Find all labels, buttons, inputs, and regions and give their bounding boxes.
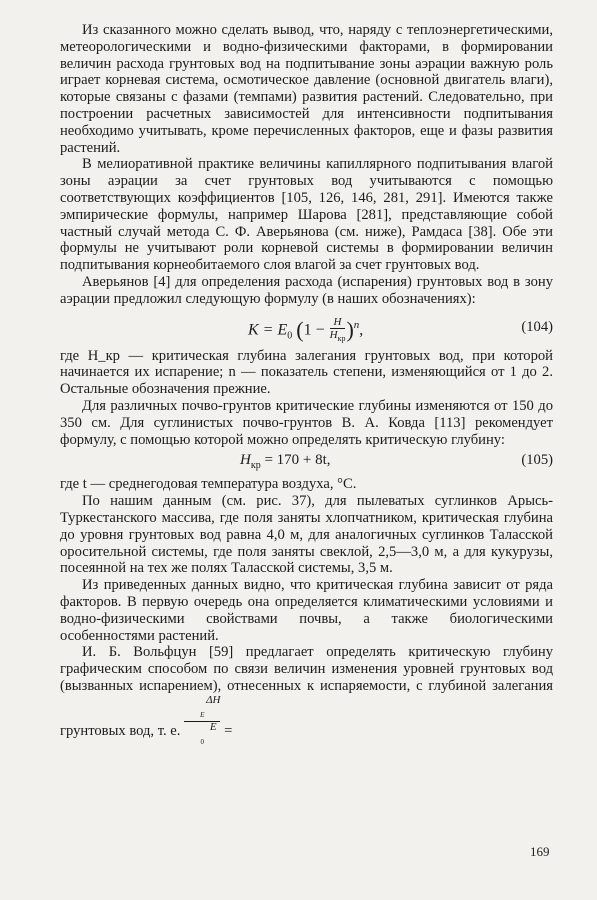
paragraph-5: Для различных почво-грунтов критические глубины изменяются от 150 до 350 см. Для суглинистых почво-грунтов В. А. Ковда [113] рекомендует формулу, с помощью которой можно определять критическую глубину: bbox=[60, 397, 553, 448]
fraction-dhe-over-e0: ΔH $_E$ E $_0$ bbox=[184, 695, 220, 748]
fraction-h-over-hkr: $\frac{H}{H_{кр}}$ bbox=[329, 315, 346, 343]
paragraph-4: где H_кр — критическая глубина залегания грунтовых вод, при которой начинается их испарение; n — показатель степени, изменяющийся от 1 до 2. Остальные обозначения прежние. bbox=[60, 347, 553, 398]
text-column bbox=[60, 22, 553, 748]
formula-104 bbox=[60, 310, 553, 346]
paragraph-9: И. Б. Вольфцун [59] предлагает определять критическую глубину графическим способом по связи величин изменения уровней грунтовых вод (вызванных испарением), отнесенных к испаряемости, с глубиной залегания грунтовых вод, т. е. ΔH $_E$ E $_0$ = bbox=[60, 644, 553, 747]
paragraph-6: где t — среднегодовая температура воздуха, °С. bbox=[60, 476, 357, 493]
formula-105 bbox=[60, 450, 553, 474]
formula-105-number: (105) bbox=[521, 452, 553, 469]
paragraph-2: В мелиоративной практике величины капиллярного подпитывания влагой зоны аэрации за счет грунтовых вод учитываются с помощью соответствующих коэффициентов [105, 126, 146, 281, 291]. Имеются также эмпирические формулы, например Шарова [281], представляющие собой частный случай метода С. Ф. Аверьянова (см. ниже), Рамдаса [38]. Обе эти формулы не учитывают роли корневой системы в формировании величин подпитывания корнеобитаемого слоя влагой за счет грунтовых вод. bbox=[60, 156, 553, 274]
formula-104-expression: $K = E_0$ (1 − $\frac{H}{H_{кр}}$ )$^n$, bbox=[248, 315, 364, 343]
formula-104-number: (104) bbox=[521, 318, 553, 335]
paragraph-3: Аверьянов [4] для определения расхода (испарения) грунтовых вод в зону аэрации предложил следующую формулу (в наших обозначениях): bbox=[60, 273, 553, 307]
paragraph-1: Из сказанного можно сделать вывод, что, наряду с теплоэнергетическими, метеорологическими и водно-физическими факторами, в формировании величин расхода грунтовых вод на подпитывание зоны аэрации важную роль играет корневая система, осмотическое давление (основной двигатель влаги), которые связаны с фазами (темпами) развития растений. Следовательно, при построении расчетных зависимостей для интенсивности подпитывания необходимо учитывать, кроме перечисленных факторов, еще и фазы развития растений. bbox=[60, 22, 553, 156]
paragraph-7: По нашим данным (см. рис. 37), для пылеватых суглинков Арысь-Туркестанского массива, где поля заняты хлопчатником, критическая глубина до уровня грунтовых вод равна 4,0 м, для аналогичных суглинков Таласской оросительной системы, где поля заняты свеклой, 2,5—3,0 м, а для кукурузы, посеянной на тех же полях Таласской системы, 3,5 м. bbox=[60, 493, 553, 577]
formula-105-expression: $H_{кр} = 170 + 8t$, bbox=[240, 452, 331, 472]
paragraph-8: Из приведенных данных видно, что критическая глубина зависит от ряда факторов. В первую очередь она определяется климатическими условиями и водно-физическими свойствами почвы, а также биологическими особенностями растений. bbox=[60, 577, 553, 644]
page-number: 169 bbox=[530, 844, 550, 859]
